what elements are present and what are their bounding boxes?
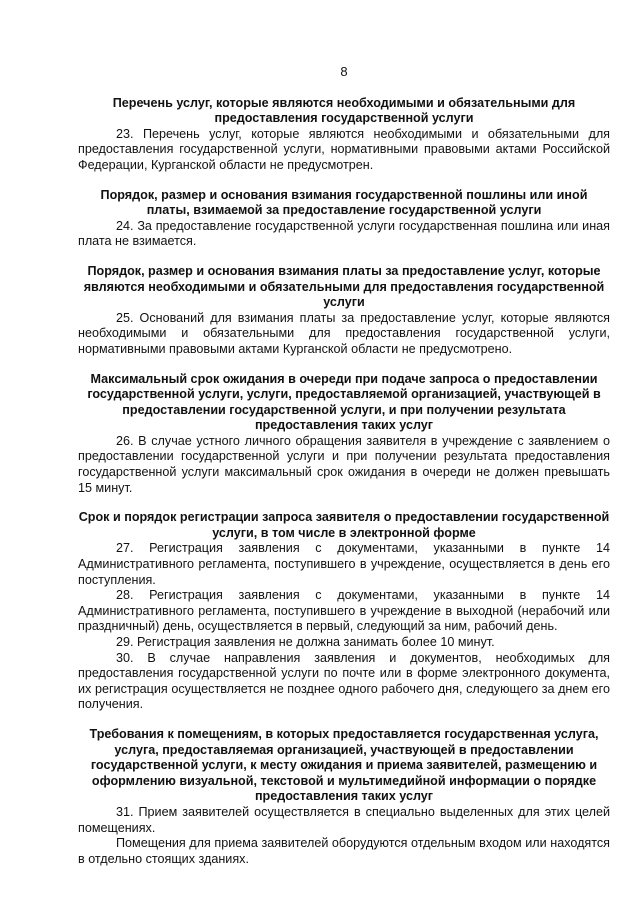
section-necessary-services: [78, 96, 610, 174]
paragraph-23: 23. Перечень услуг, которые являются необходимыми и обязательными для предоставления государственной услуги, нормативными правовыми актами Российской Федерации, Курганской области не предусмотрен.: [78, 126, 610, 172]
section-registration: [78, 510, 610, 713]
section-state-fee: [78, 188, 610, 250]
section-heading: Порядок, размер и основания взимания государственной пошлины или иной платы, взимаемой за предоставление государственной услуги: [100, 187, 588, 218]
paragraph-26: 26. В случае устного личного обращения заявителя в учреждение с заявлением о предоставлении государственной услуги и при получении результата предоставления государственной услуги максимальный срок ожидания в очереди не должен превышать 15 минут.: [78, 433, 610, 495]
section-premises: [78, 727, 610, 867]
section-heading: Максимальный срок ожидания в очереди при подаче запроса о предоставлении государственной услуги, услуги, предоставляемой организацией, участвующей в предоставлении государственной услуги, и при получении результата предоставления таких услуг: [87, 371, 601, 433]
paragraph-27: 27. Регистрация заявления с документами, указанными в пункте 14 Административного регламента, поступившего в учреждение, осуществляется в день его поступления.: [78, 541, 610, 587]
paragraph-30: 30. В случае направления заявления и документов, необходимых для предоставления государственной услуги по почте или в форме электронного документа, их регистрация осуществляется не позднее одного рабочего дня, следующего за днем его получения.: [78, 650, 610, 712]
section-heading: Требования к помещениям, в которых предоставляется государственная услуга, услуга, предоставляемая организацией, участвующей в предоставлении государственной услуги, к месту ожидания и приема заявителей, размещению и оформлению визуальной, текстовой и мультимедийной информации о порядке предоставления таких услуг: [89, 726, 599, 804]
page-number: 8: [340, 64, 348, 79]
paragraph-31: 31. Прием заявителей осуществляется в специально выделенных для этих целей помещениях.: [78, 804, 610, 835]
section-heading: Порядок, размер и основания взимания платы за предоставление услуг, которые являются необходимыми и обязательными для предоставления государственной услуги: [83, 263, 605, 310]
document-page: [78, 60, 610, 867]
paragraph-25: 25. Оснований для взимания платы за предоставление услуг, которые являются необходимыми и обязательными для предоставления государственной услуги, нормативными правовыми актами Курганской области не предусмотрено.: [78, 310, 610, 356]
paragraph-29: 29. Регистрация заявления не должна занимать более 10 минут.: [116, 635, 495, 649]
section-heading: Перечень услуг, которые являются необходимыми и обязательными для предоставления государственной услуги: [112, 95, 576, 126]
paragraph-28: 28. Регистрация заявления с документами, указанными в пункте 14 Административного регламента, поступившего в учреждение в выходной (нерабочий или праздничный) день, осуществляется в первый, следующий за ним, рабочий день.: [78, 588, 610, 634]
paragraph-premises-entrance: Помещения для приема заявителей оборудуются отдельным входом или находятся в отдельно стоящих зданиях.: [78, 836, 610, 866]
section-service-fee: [78, 264, 610, 358]
section-heading: Срок и порядок регистрации запроса заявителя о предоставлении государственной услуги, в том числе в электронной форме: [78, 510, 610, 540]
paragraph-24: 24. За предоставление государственной услуги государственная пошлина или иная плата не взимается.: [78, 218, 610, 249]
section-queue-time: [78, 372, 610, 497]
